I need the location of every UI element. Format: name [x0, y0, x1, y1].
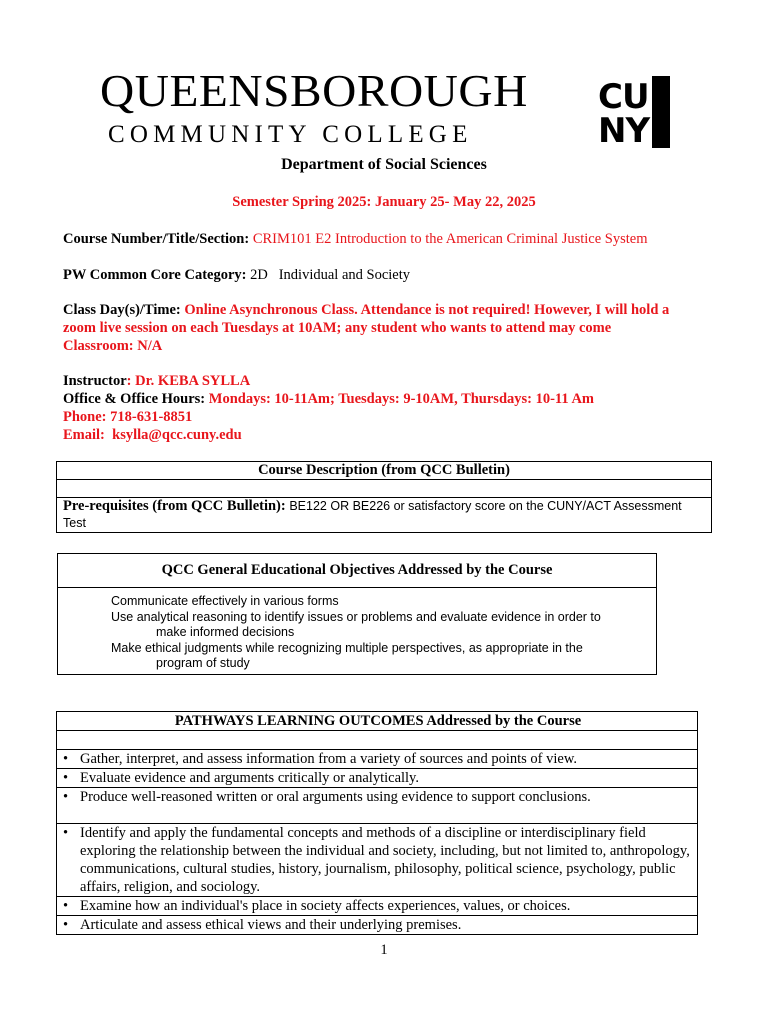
objective-item — [58, 610, 656, 641]
pathways-outcome: Examine how an individual's place in society affects experiences, values, or choices. — [80, 898, 571, 914]
cuny-logo-top: CU — [598, 77, 649, 117]
office-hours-label: Office & Office Hours: — [63, 391, 206, 407]
logo-wordmark: QUEENSBOROUGH — [100, 65, 528, 116]
semester-dates: Semester Spring 2025: January 25- May 22, 2025 — [232, 194, 536, 210]
objective-item — [58, 594, 656, 610]
course-description-table — [56, 461, 712, 533]
pathways-outcome: Gather, interpret, and assess information from a variety of sources and points of view. — [80, 751, 577, 767]
cuny-logo-bottom: NY — [598, 111, 650, 151]
course-number-label: Course Number/Title/Section: — [63, 231, 250, 247]
course-description-heading: Course Description (from QCC Bulletin) — [57, 462, 712, 480]
course-description-body — [57, 480, 712, 498]
class-time-value-cont: zoom live session on each Tuesdays at 10AM; any student who wants to attend may come — [63, 320, 612, 336]
pathways-row — [57, 897, 698, 916]
objectives-heading: QCC General Educational Objectives Addressed by the Course — [58, 554, 656, 588]
office-hours-value: Mondays: 10-11Am; Tuesdays: 9-10AM, Thursdays: 10-11 Am — [208, 391, 595, 407]
objectives-list — [58, 588, 656, 672]
pathways-row — [57, 916, 698, 935]
pathways-heading: PATHWAYS LEARNING OUTCOMES Addressed by the Course — [57, 712, 698, 731]
class-time-line — [63, 301, 669, 319]
instructor-email[interactable]: Email: ksylla@qcc.cuny.edu — [63, 427, 242, 443]
office-hours-line — [63, 390, 594, 408]
class-time-label: Class Day(s)/Time: — [63, 302, 181, 318]
bullet-icon: • — [63, 789, 69, 805]
objective-text: Make ethical judgments while recognizing multiple perspectives, as appropriate in the — [111, 640, 583, 655]
course-number-value: CRIM101 E2 Introduction to the American Criminal Justice System — [252, 231, 648, 247]
cuny-logo — [598, 76, 670, 151]
objective-text-cont: program of study — [156, 656, 250, 670]
prerequisites-value: BE122 OR BE226 or satisfactory score on the CUNY/ACT Assessment Test — [63, 499, 682, 530]
pathways-row — [57, 750, 698, 769]
instructor-name: : Dr. KEBA SYLLA — [126, 373, 251, 389]
bullet-icon: • — [63, 770, 69, 786]
prerequisites-label: Pre-requisites (from QCC Bulletin): — [63, 498, 286, 514]
course-number-line — [63, 230, 648, 248]
pathways-row — [57, 769, 698, 788]
pathways-spacer — [57, 731, 698, 750]
department-title: Department of Social Sciences — [281, 156, 487, 173]
instructor-phone: Phone: 718-631-8851 — [63, 409, 193, 425]
pathways-table — [56, 711, 698, 935]
prerequisites-row — [57, 498, 712, 533]
instructor-label: Instructor — [63, 373, 127, 389]
pathways-outcome: Evaluate evidence and arguments critically or analytically. — [80, 770, 419, 786]
core-category-line — [63, 266, 410, 284]
page-number: 1 — [380, 942, 388, 958]
cuny-logo-bar — [652, 76, 670, 148]
bullet-icon: • — [63, 917, 69, 933]
core-category-value: 2D Individual and Society — [250, 267, 411, 283]
objective-text: Use analytical reasoning to identify issues or problems and evaluate evidence in order to — [111, 609, 601, 624]
objective-item — [58, 641, 656, 672]
pathways-outcome: Identify and apply the fundamental concepts and methods of a discipline or interdisciplinary field exploring the relationship between the individual and society, including, but not limited to, anthropology, communications, cultural studies, history, journalism, philosophy, political science, psychology, public affairs, religion, and sociology. — [80, 825, 690, 895]
pathways-outcome: Produce well-reasoned written or oral arguments using evidence to support conclusions. — [80, 789, 591, 805]
pathways-outcome: Articulate and assess ethical views and their underlying premises. — [80, 917, 462, 933]
classroom: Classroom: N/A — [63, 338, 163, 354]
bullet-icon: • — [63, 751, 69, 767]
logo-subtitle: COMMUNITY COLLEGE — [108, 121, 473, 148]
objective-text-cont: make informed decisions — [156, 625, 295, 639]
class-time-value: Online Asynchronous Class. Attendance is not required! However, I will hold a — [184, 302, 670, 318]
instructor-line — [63, 372, 250, 390]
objective-text: Communicate effectively in various forms — [111, 594, 339, 608]
objectives-box — [57, 553, 657, 675]
core-category-label: PW Common Core Category: — [63, 267, 247, 283]
college-logo — [100, 65, 672, 152]
bullet-icon: • — [63, 898, 69, 914]
pathways-row — [57, 788, 698, 824]
bullet-icon: • — [63, 825, 69, 841]
pathways-row — [57, 824, 698, 897]
